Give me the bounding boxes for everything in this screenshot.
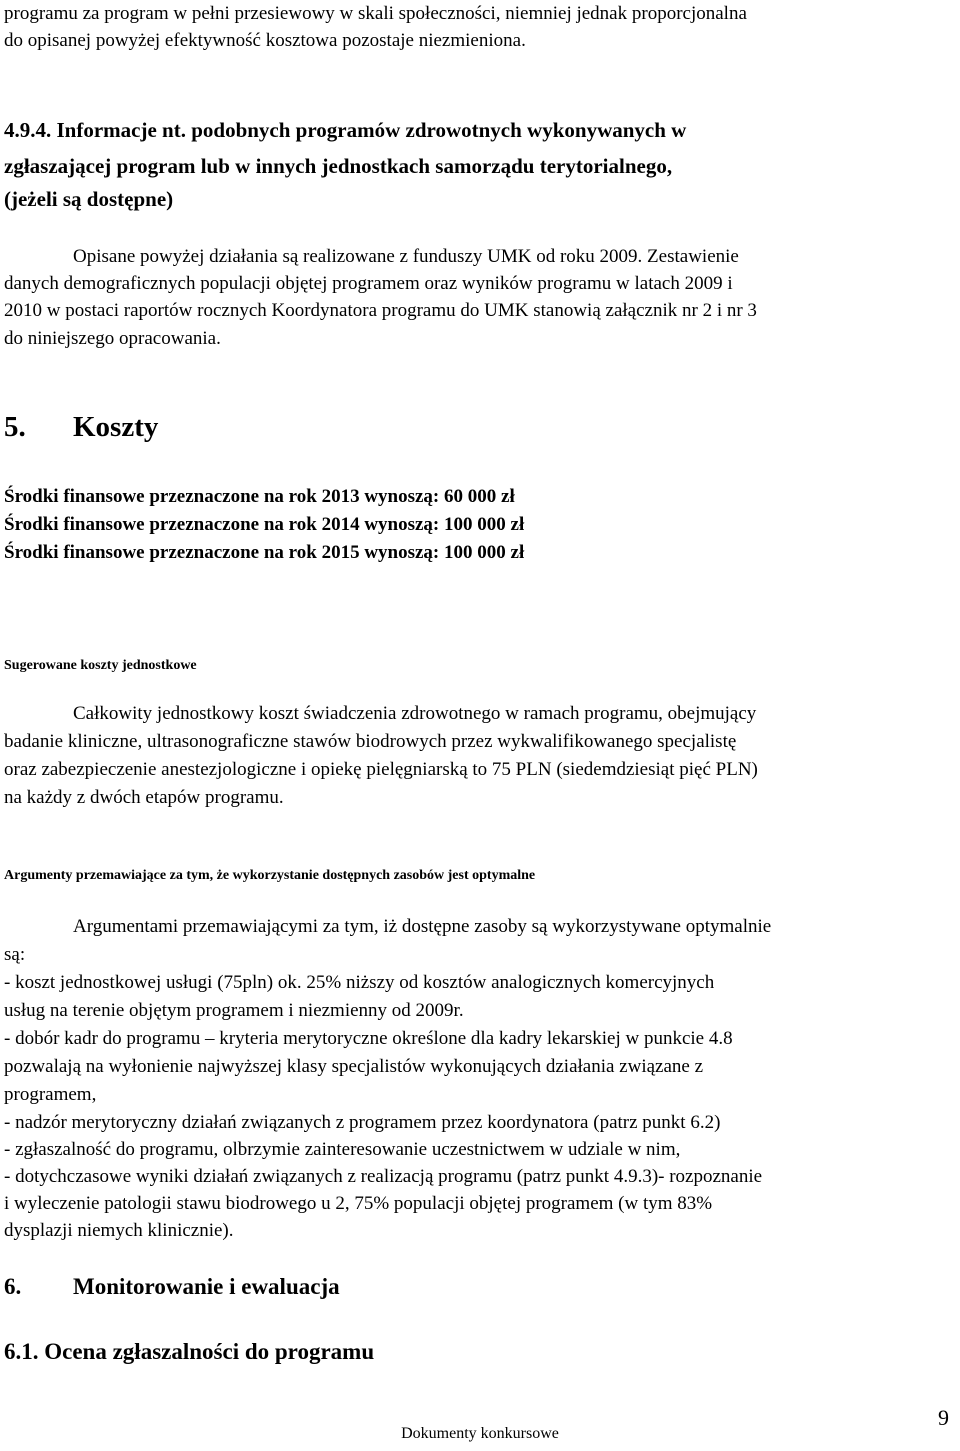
arguments-line: dysplazji niemych klinicznie). xyxy=(4,1220,234,1241)
arguments-line: i wyleczenie patologii stawu biodrowego u 2, 75% populacji objętej programem (w tym 83% xyxy=(4,1193,713,1214)
unit-costs-heading: Sugerowane koszty jednostkowe xyxy=(4,658,197,673)
unit-costs-line: Całkowity jednostkowy koszt świadczenia zdrowotnego w ramach programu, obejmujący xyxy=(73,703,757,724)
arguments-line: - dotychczasowe wyniki działań związanych z realizacją programu (patrz punkt 4.9.3)- rozpoznanie xyxy=(4,1166,763,1187)
section-494-body-line: danych demograficznych populacji objętej programem oraz wyników programu w latach 2009 i xyxy=(4,273,733,294)
section-494-body-line: Opisane powyżej działania są realizowane z funduszy UMK od roku 2009. Zestawienie xyxy=(73,246,739,267)
section-494-body-line: 2010 w postaci raportów rocznych Koordynatora programu do UMK stanowią załącznik nr 2 i nr 3 xyxy=(4,300,757,321)
arguments-line: - dobór kadr do programu – kryteria merytoryczne określone dla kadry lekarskiej w punkcie 4.8 xyxy=(4,1028,733,1049)
arguments-line: - nadzór merytoryczny działań związanych z programem przez koordynatora (patrz punkt 6.2) xyxy=(4,1112,721,1133)
section-6-number: 6. xyxy=(4,1274,22,1299)
arguments-line: są: xyxy=(4,944,26,965)
section-494-heading: 4.9.4. Informacje nt. podobnych programów zdrowotnych wykonywanych w xyxy=(4,118,687,142)
section-6-title: Monitorowanie i ewaluacja xyxy=(73,1274,340,1299)
arguments-line: - koszt jednostkowej usługi (75pln) ok. 25% niższy od kosztów analogicznych komercyjnych xyxy=(4,972,715,993)
section-6-heading xyxy=(4,1273,340,1301)
arguments-line: programem, xyxy=(4,1084,97,1105)
section-494-body-line: do niniejszego opracowania. xyxy=(4,328,221,349)
section-494-heading: (jeżeli są dostępne) xyxy=(4,187,174,211)
section-61-heading: 6.1. Ocena zgłaszalności do programu xyxy=(4,1339,375,1364)
arguments-line: usług na terenie objętym programem i niezmienny od 2009r. xyxy=(4,1000,464,1021)
arguments-line: - zgłaszalność do programu, olbrzymie zainteresowanie uczestnictwem w udziale w nim, xyxy=(4,1139,681,1160)
section-5-number: 5. xyxy=(4,411,26,443)
arguments-heading: Argumenty przemawiające za tym, że wykorzystanie dostępnych zasobów jest optymalne xyxy=(4,868,536,883)
unit-costs-line: na każdy z dwóch etapów programu. xyxy=(4,787,284,808)
page-number: 9 xyxy=(938,1405,949,1430)
section-5-title: Koszty xyxy=(73,411,159,443)
arguments-line: Argumentami przemawiającymi za tym, iż dostępne zasoby są wykorzystywane optymalnie xyxy=(73,916,772,937)
funding-line: Środki finansowe przeznaczone na rok 2014 wynoszą: 100 000 zł xyxy=(4,514,525,535)
funding-line: Środki finansowe przeznaczone na rok 2013 wynoszą: 60 000 zł xyxy=(4,486,515,507)
intro-line: do opisanej powyżej efektywność kosztowa pozostaje niezmieniona. xyxy=(4,30,526,51)
footer-text: Dokumenty konkursowe xyxy=(401,1425,559,1442)
funding-line: Środki finansowe przeznaczone na rok 2015 wynoszą: 100 000 zł xyxy=(4,542,525,563)
arguments-line: pozwalają na wyłonienie najwyższej klasy specjalistów wykonujących działania związane z xyxy=(4,1056,704,1077)
section-494-heading: zgłaszającej program lub w innych jednostkach samorządu terytorialnego, xyxy=(4,154,673,178)
unit-costs-line: oraz zabezpieczenie anestezjologiczne i opiekę pielęgniarską to 75 PLN (siedemdziesiąt pięć PLN) xyxy=(4,759,758,780)
unit-costs-line: badanie kliniczne, ultrasonograficzne stawów biodrowych przez wykwalifikowanego specjalistę xyxy=(4,731,737,752)
intro-line: programu za program w pełni przesiewowy w skali społeczności, niemniej jednak proporcjonalna xyxy=(4,3,747,24)
section-5-heading xyxy=(4,410,158,444)
